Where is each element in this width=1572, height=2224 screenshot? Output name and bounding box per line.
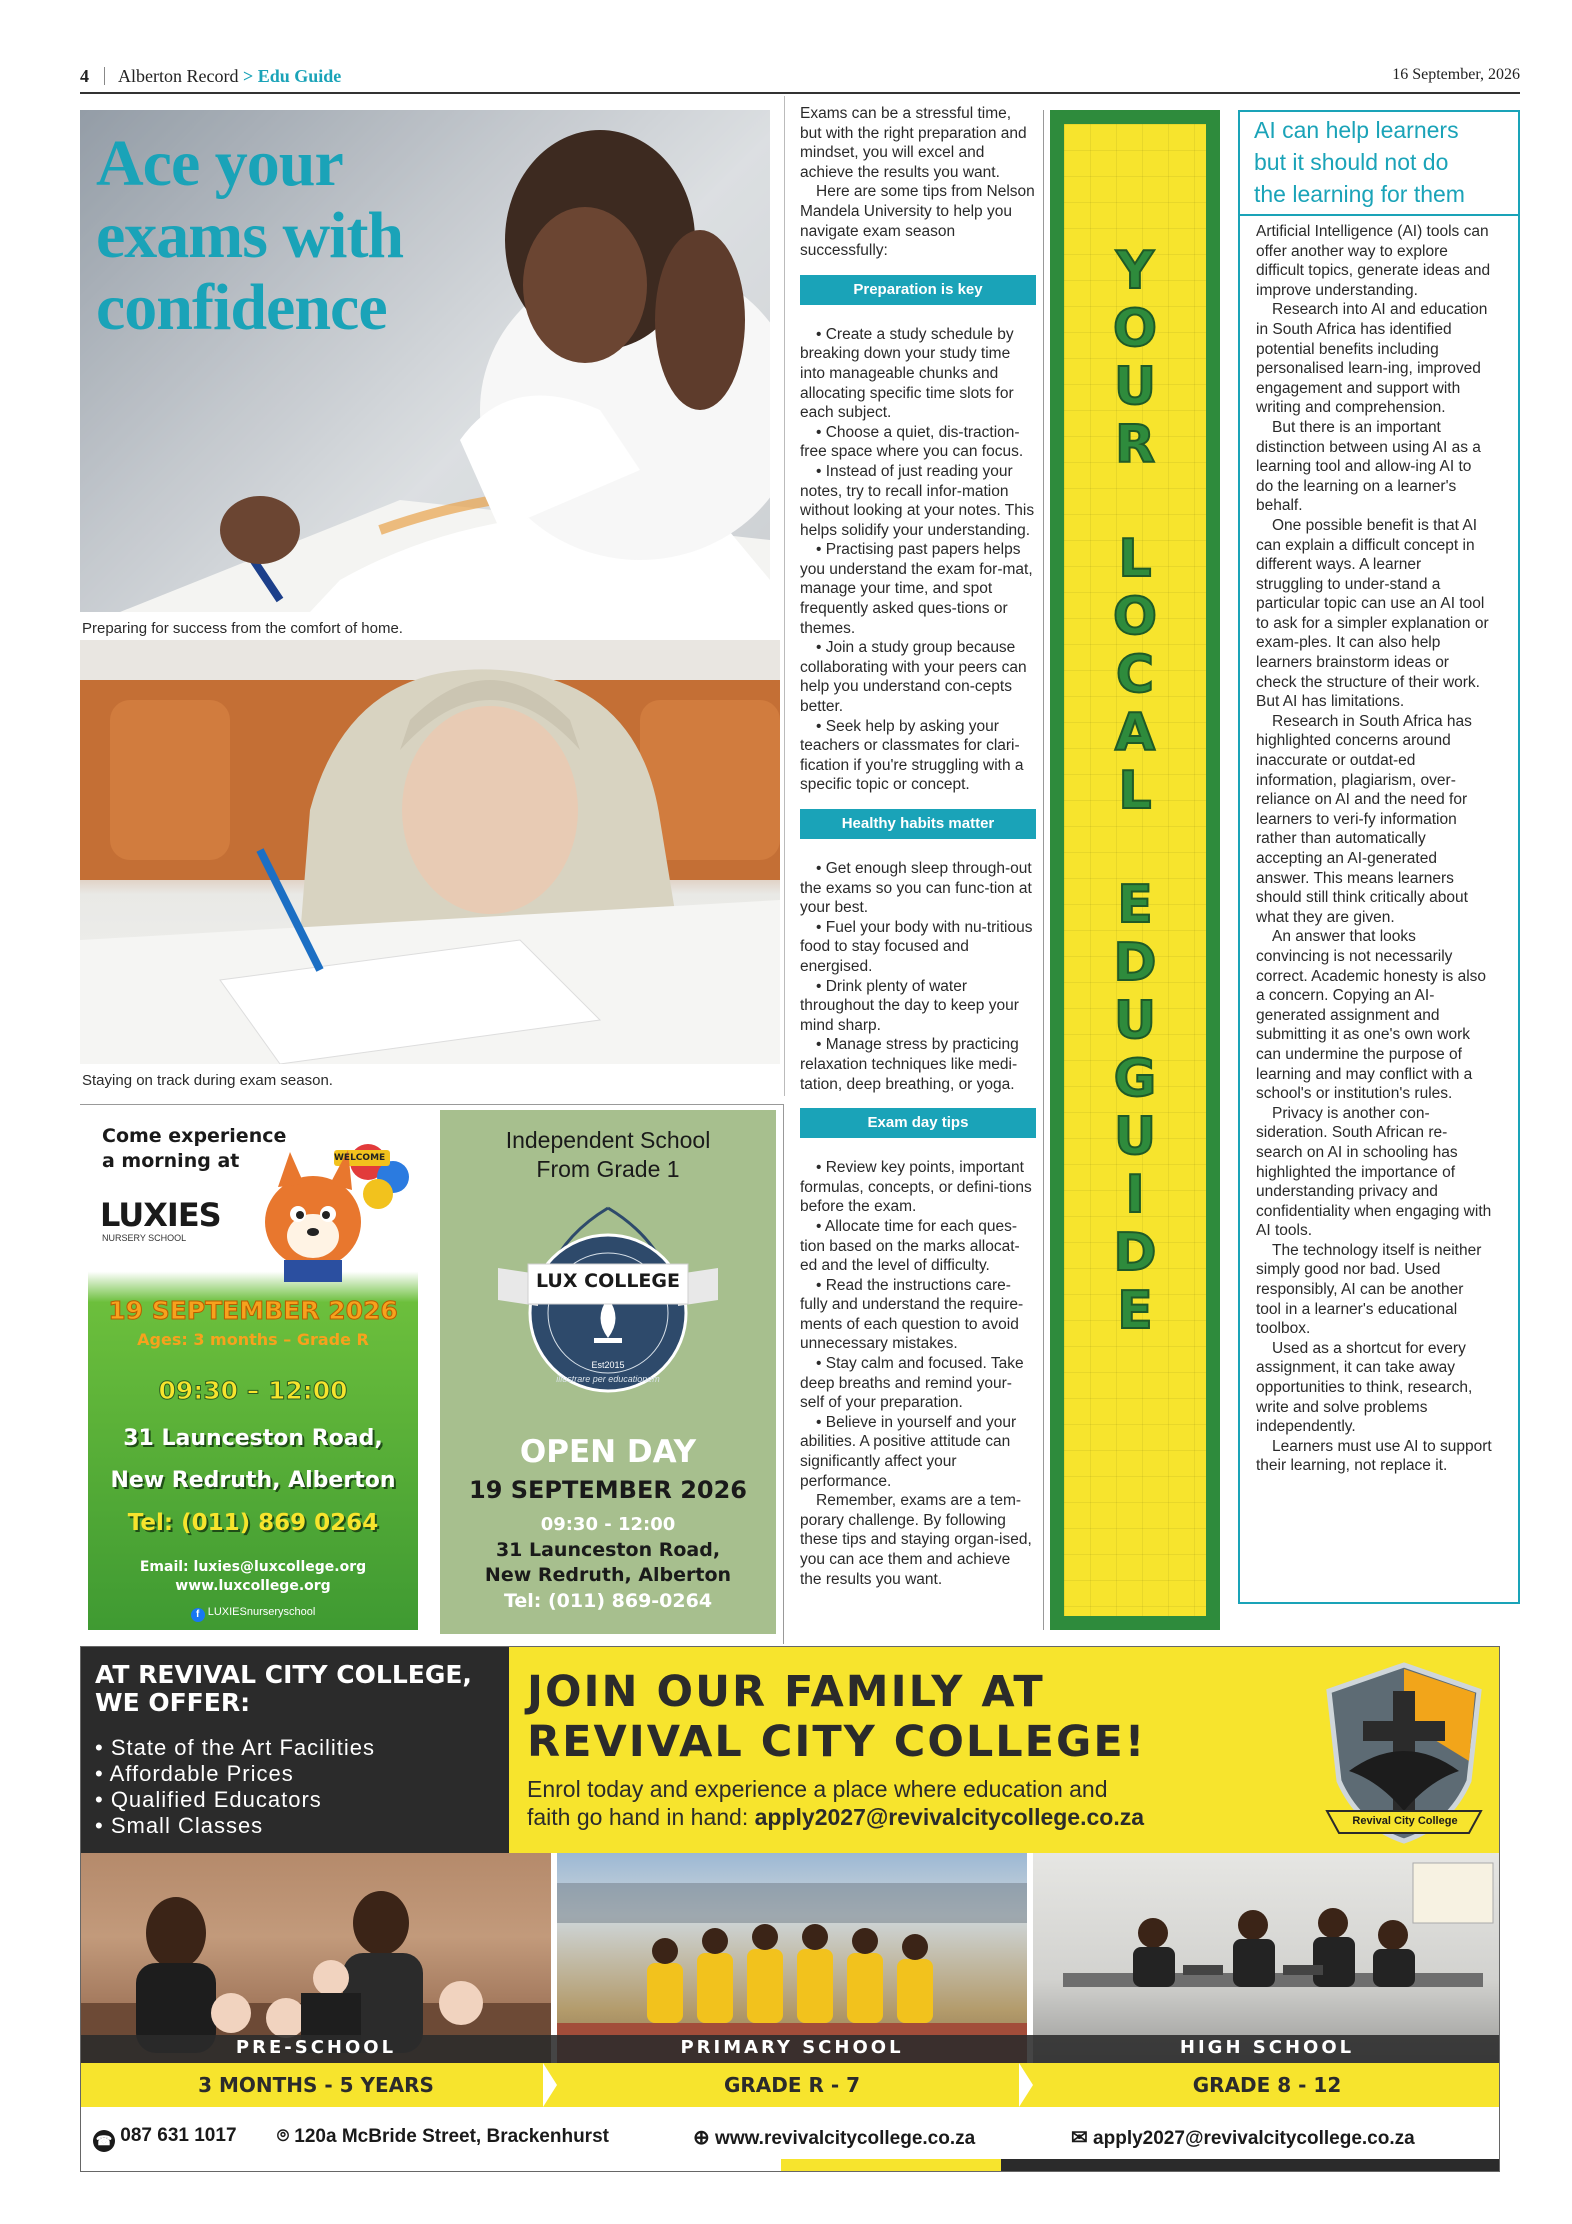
publication-name: Alberton Record xyxy=(118,66,239,86)
lux-crest-name: LUX COLLEGE xyxy=(536,1270,680,1292)
offer-item: • State of the Art Facilities xyxy=(95,1735,376,1760)
join-apply-email[interactable]: apply2027@revivalcitycollege.co.za xyxy=(754,1804,1145,1830)
tip-item: • Practising past papers helps you understand the exam for-mat, manage your time, and spot frequently asked ques-tions or themes. xyxy=(800,541,1033,637)
join-sub-1: Enrol today and experience a place where education and xyxy=(527,1776,1108,1802)
luxies-time: 09:30 – 12:00 xyxy=(158,1376,348,1405)
tier-label-high: HIGH SCHOOL xyxy=(1179,2037,1355,2058)
offer-item: • Qualified Educators xyxy=(95,1787,322,1812)
sidebar-title-line: the learning for them xyxy=(1254,181,1465,207)
luxies-email[interactable]: Email: luxies@luxcollege.org xyxy=(139,1559,367,1575)
lux-crest-motto: illustrare per educationem xyxy=(556,1374,660,1384)
contact-address xyxy=(277,2125,609,2148)
column-divider xyxy=(784,96,785,1096)
banner-letter: L xyxy=(1118,761,1152,821)
issue-date: 16 September, 2026 xyxy=(1392,66,1520,83)
ai-sidebar-body xyxy=(1256,222,1492,1476)
luxies-address-2: New Redruth, Alberton xyxy=(110,1468,396,1493)
join-headline-2: REVIVAL CITY COLLEGE! xyxy=(527,1717,1147,1767)
banner-letter: C xyxy=(1115,645,1155,705)
contact-website-text: www.revivalcitycollege.co.za xyxy=(715,2128,976,2149)
article-body xyxy=(800,104,1036,1589)
banner-lettering xyxy=(1064,242,1206,1340)
article-headline xyxy=(96,128,403,344)
section-title-healthy-habits: Healthy habits matter xyxy=(800,809,1036,839)
join-panel xyxy=(509,1647,1500,1853)
banner-letter: I xyxy=(1125,1165,1145,1225)
revival-crest-label: Revival City College xyxy=(1352,1815,1458,1827)
luxies-tel: Tel: (011) 869 0264 xyxy=(127,1510,379,1536)
sidebar-title-rule xyxy=(1238,214,1520,216)
luxies-social[interactable] xyxy=(88,1606,418,1622)
facebook-icon: f xyxy=(191,1608,205,1622)
banner-letter: O xyxy=(1112,299,1158,359)
luxies-line2: a morning at xyxy=(102,1150,240,1172)
tip-item: • Choose a quiet, dis-traction-free space where you can focus. xyxy=(800,423,1024,461)
tip-item: • Believe in yourself and your abilities. A positive attitude can significantly affect your performance. xyxy=(800,1413,1017,1490)
corner-accent xyxy=(981,2159,1500,2172)
tier-label-primary: PRIMARY SCHOOL xyxy=(680,2037,904,2058)
tip-item: • Create a study schedule by breaking down your study time into manageable chunks and allocating specific time slots for each subject. xyxy=(800,325,1014,422)
sidebar-paragraph: Artificial Intelligence (AI) tools can offer another way to explore difficult topics, generate ideas and improve understanding. xyxy=(1256,223,1491,299)
header-rule xyxy=(80,92,1520,94)
banner-letter: O xyxy=(1112,587,1158,647)
tip-item: • Get enough sleep through-out the exams so you can func-tion at your best. xyxy=(800,860,1032,917)
tip-item: Remember, exams are a tem-porary challenge. By following these tips and staying organ-ised, you can ace them and achieve the results you want. xyxy=(800,1492,1032,1588)
sidebar-paragraph: But there is an important distinction between using AI as a learning tool and allow-ing AI to do the learning on a learner's behalf. xyxy=(1256,418,1481,515)
photo-student-in-hoodie xyxy=(80,640,780,1064)
location-pin-icon: ⌾ xyxy=(277,2125,289,2147)
tip-item: • Read the instructions care-fully and understand the require-ments of each question to avoid unnecessary mistakes. xyxy=(800,1276,1024,1353)
offers-panel xyxy=(81,1647,509,1853)
sidebar-paragraph: Learners must use AI to support their learning, not replace it. xyxy=(1256,1437,1492,1475)
phone-icon: ☎ xyxy=(93,2130,115,2152)
banner-letter: L xyxy=(1118,529,1152,589)
lux-college-ad xyxy=(440,1110,776,1634)
corner-accent-yellow xyxy=(781,2159,1001,2172)
banner-letter: R xyxy=(1114,415,1156,475)
headline-line-1: Ace your xyxy=(96,127,343,200)
contact-phone-text: 087 631 1017 xyxy=(120,2125,237,2146)
section-title-preparation: Preparation is key xyxy=(800,275,1036,305)
join-headline-1: JOIN OUR FAMILY AT xyxy=(527,1667,1045,1717)
lux-crest-est: Est2015 xyxy=(591,1360,625,1370)
contact-bar xyxy=(81,2107,1500,2172)
contact-email-text: apply2027@revivalcitycollege.co.za xyxy=(1093,2128,1415,2149)
page-header xyxy=(80,66,1520,92)
photo-high-school xyxy=(1033,1853,1500,2063)
tier-label-preschool: PRE-SCHOOL xyxy=(235,2037,397,2058)
tip-item: • Stay calm and focused. Take deep breaths and remind your-self of your preparation. xyxy=(800,1355,1024,1412)
page-number: 4 xyxy=(80,66,89,86)
offers-title-2: WE OFFER: xyxy=(95,1688,251,1717)
banner-letter: U xyxy=(1113,357,1157,417)
lux-tel: Tel: (011) 869-0264 xyxy=(503,1590,713,1612)
lux-address-1: 31 Launceston Road, xyxy=(495,1539,721,1561)
revival-city-college-ad xyxy=(80,1646,1500,2172)
banner-letter: D xyxy=(1113,933,1157,993)
lux-line1: Independent School xyxy=(505,1127,711,1153)
banner-letter: E xyxy=(1117,1281,1153,1341)
sidebar-paragraph: One possible benefit is that AI can explain a difficult concept in different ways. A learner struggling to under-stand a particular topic can use an AI tool to ask for a simpler explanation or exam-ples. It can also help learners brainstorm ideas or check the structure of their work. But AI has limitations. xyxy=(1256,516,1489,711)
sidebar-paragraph: An answer that looks convincing is not necessarily correct. Academic honesty is also a concern. Copying an AI-generated assignment and submitting it as one's own work can undermine the purpose of learning and may conflict with a school's or institution's rules. xyxy=(1256,928,1487,1103)
tip-item: • Join a study group because collaborating with your peers can help you understand con-cepts better. xyxy=(800,639,1027,716)
luxies-social-handle: LUXIESnurseryschool xyxy=(207,1606,316,1618)
lux-date: 19 SEPTEMBER 2026 xyxy=(469,1476,747,1504)
luxies-ages: Ages: 3 months – Grade R xyxy=(137,1330,369,1349)
ai-sidebar-title xyxy=(1254,114,1508,210)
lux-open-day: OPEN DAY xyxy=(519,1434,697,1470)
luxies-date: 19 SEPTEMBER 2026 xyxy=(108,1296,398,1325)
tip-item: • Fuel your body with nu-tritious food to stay focused and energised. xyxy=(800,918,1033,975)
tip-item: • Allocate time for each ques-tion based on the marks allocat-ed and the level of difficulty. xyxy=(800,1217,1020,1275)
sidebar-paragraph: Privacy is another con-sideration. South African re-search on AI in schooling has highlighted the importance of understanding privacy and confidentiality when engaging with AI tools. xyxy=(1256,1104,1492,1240)
banner-letter: D xyxy=(1113,1223,1157,1283)
headline-line-3: confidence xyxy=(96,271,387,344)
tip-item: • Review key points, important formulas, concepts, or defini-tions before the exam. xyxy=(800,1159,1032,1216)
offer-item: • Small Classes xyxy=(95,1813,264,1838)
photo-caption-1: Preparing for success from the comfort of home. xyxy=(82,620,403,637)
luxies-logo-sub: NURSERY SCHOOL xyxy=(102,1233,187,1243)
luxies-nursery-ad xyxy=(88,1118,418,1630)
contact-website[interactable] xyxy=(693,2125,975,2150)
fox-mascot-illustration xyxy=(238,1132,418,1282)
globe-icon: ⊕ xyxy=(693,2127,710,2149)
sidebar-paragraph: Used as a shortcut for every assignment, it can take away opportunities to think, research, write and solve problems independently. xyxy=(1256,1339,1473,1436)
join-sub-2: faith go hand in hand: xyxy=(527,1804,755,1830)
tip-item: • Instead of just reading your notes, try to recall infor-mation without looking at your notes. This helps solidify your understanding. xyxy=(800,462,1035,539)
intro-paragraph-1: Exams can be a stressful time, but with the right preparation and mindset, you will excel and achieve the results you want. xyxy=(800,105,1027,181)
mail-icon: ✉ xyxy=(1071,2127,1088,2149)
sidebar-paragraph: Research in South Africa has highlighted concerns around inaccurate or outdat-ed information, plagiarism, over-reliance on AI and the need for learners to veri-fy information rather than automatically accepting an AI-generated answer. This means learners should still think critically about what they are given. xyxy=(1256,712,1472,926)
tip-item: • Manage stress by practicing relaxation techniques like medi-tation, deep breathing, or yoga. xyxy=(800,1036,1019,1093)
tier-range-high: GRADE 8 - 12 xyxy=(1192,2073,1342,2097)
banner-letter: Y xyxy=(1116,241,1154,301)
offers-title-1: AT REVIVAL CITY COLLEGE, xyxy=(95,1660,472,1689)
banner-letter: U xyxy=(1113,1107,1157,1167)
banner-letter: E xyxy=(1117,875,1153,935)
tip-item: • Seek help by asking your teachers or classmates for clari-fication if you're struggling with a specific topic or concept. xyxy=(800,717,1024,794)
lux-time: 09:30 - 12:00 xyxy=(540,1514,676,1535)
banner-letter: U xyxy=(1113,991,1157,1051)
sidebar-title-line: AI can help learners xyxy=(1254,117,1459,143)
intro-paragraph-2: Here are some tips from Nelson Mandela University to help you navigate exam season successfully: xyxy=(800,183,1035,260)
sidebar-paragraph: Research into AI and education in South Africa has identified potential benefits including personalised learn-ing, improved engagement and support with writing and comprehension. xyxy=(1256,301,1488,417)
luxies-website[interactable]: www.luxcollege.org xyxy=(175,1578,331,1594)
contact-phone[interactable] xyxy=(93,2125,237,2152)
banner-letter: G xyxy=(1113,1049,1157,1109)
photo-primary-school xyxy=(557,1853,1027,2063)
tip-item: • Drink plenty of water throughout the day to keep your mind sharp. xyxy=(800,977,1019,1034)
luxies-line1: Come experience xyxy=(102,1125,287,1147)
tier-range-primary: GRADE R - 7 xyxy=(723,2073,861,2097)
lux-address-2: New Redruth, Alberton xyxy=(484,1564,732,1586)
tier-range-preschool: 3 MONTHS - 5 YEARS xyxy=(198,2073,434,2097)
sidebar-title-line: but it should not do xyxy=(1254,149,1449,175)
contact-address-text: 120a McBride Street, Brackenhurst xyxy=(294,2126,609,2147)
photo-caption-2: Staying on track during exam season. xyxy=(82,1072,333,1089)
photo-preschool xyxy=(81,1853,551,2063)
section-name: > Edu Guide xyxy=(242,66,342,86)
contact-email[interactable] xyxy=(1071,2125,1415,2150)
banner-letter: A xyxy=(1114,703,1156,763)
lux-line2: From Grade 1 xyxy=(536,1156,680,1182)
welcome-sign: WELCOME xyxy=(334,1153,386,1163)
your-local-eduguide-banner xyxy=(1050,110,1220,1630)
sidebar-paragraph: The technology itself is neither simply good nor bad. Used responsibly, AI can be another tool in a learner's educational toolbox. xyxy=(1256,1241,1482,1338)
offer-item: • Affordable Prices xyxy=(95,1761,294,1786)
luxies-address-1: 31 Launceston Road, xyxy=(123,1426,383,1451)
headline-line-2: exams with xyxy=(96,199,404,272)
luxies-logo: LUXIES xyxy=(100,1196,221,1234)
section-title-exam-day: Exam day tips xyxy=(800,1108,1036,1138)
